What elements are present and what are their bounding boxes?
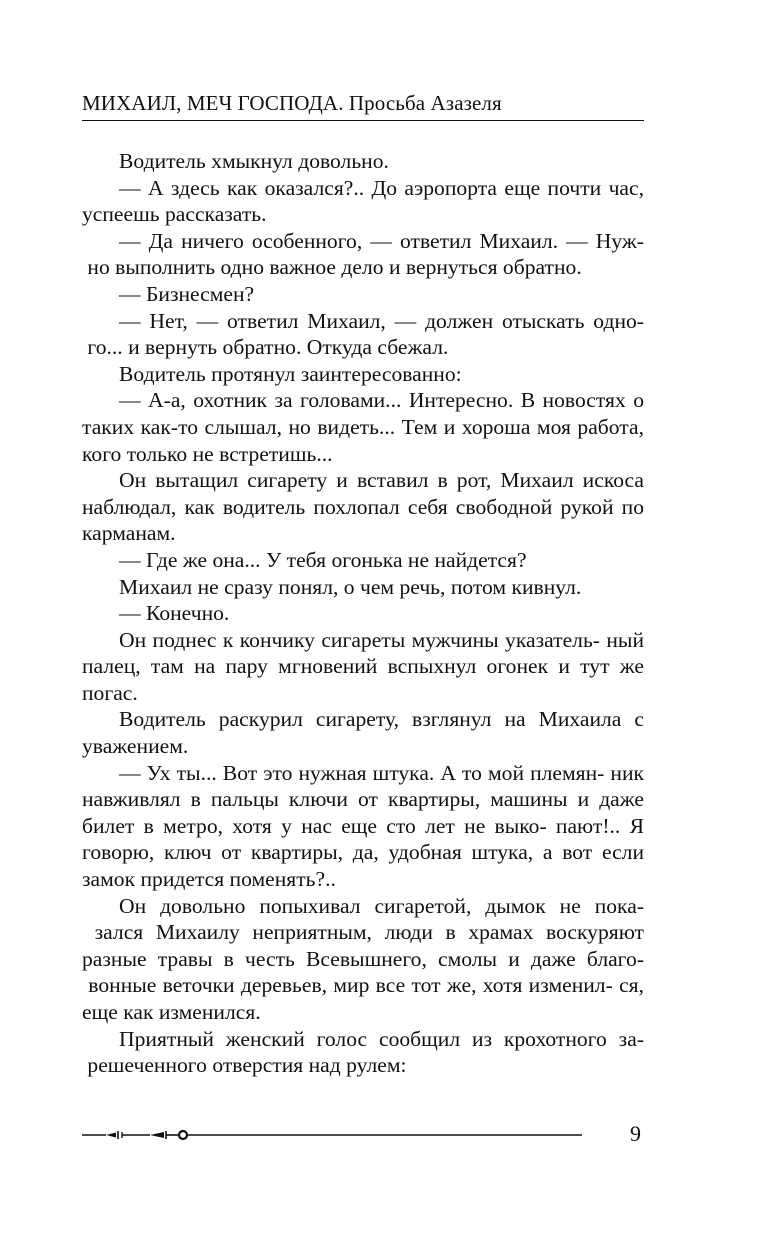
paragraph-12: Он поднес к кончику сигареты мужчины указатель- ный палец, там на пару мгновений вспыхнул огонек и тут же погас.	[82, 627, 644, 705]
paragraph-3: — Да ничего особенного, — ответил Михаил. — Нуж- но выполнить одно важное дело и вернуться обратно.	[82, 228, 644, 280]
paragraph-8: Он вытащил сигарету и вставил в рот, Михаил искоса наблюдал, как водитель похлопал себя свободной рукой по карманам.	[82, 468, 644, 546]
page-text	[82, 148, 644, 1079]
paragraph-7: — А-а, охотник за головами... Интересно. В новостях о таких как-то слышал, но видеть... Тем и хороша моя работа, кого только не встретишь...	[82, 388, 644, 466]
paragraph-13: Водитель раскурил сигарету, взглянул на Михаила с уважением.	[82, 707, 644, 759]
page-number: 9	[630, 1121, 641, 1146]
paragraph-6: Водитель протянул заинтересованно:	[119, 361, 462, 386]
paragraph-9: — Где же она... У тебя огонька не найдется?	[119, 547, 527, 572]
paragraph-10: Михаил не сразу понял, о чем речь, потом кивнул.	[119, 574, 582, 599]
paragraph-14: — Ух ты... Вот это нужная штука. А то мой племян- ник навживлял в пальцы ключи от квартиры, машины и даже билет в метро, хотя у нас еще сто лет не выко- пают!.. Я говорю, ключ от квартиры, да, удобная штука, а вот если замок придется поменять?..	[82, 760, 644, 892]
paragraph-11: — Конечно.	[119, 601, 230, 626]
paragraph-4: — Бизнесмен?	[119, 281, 255, 306]
paragraph-5: — Нет, — ответил Михаил, — должен отыскать одно- го... и вернуть обратно. Откуда сбежал.	[82, 308, 644, 360]
paragraph-1: Водитель хмыкнул довольно.	[119, 149, 389, 173]
paragraph-16: Приятный женский голос сообщил из крохотного за- решеченного отверстия над рулем:	[82, 1026, 644, 1078]
running-title: МИХАИЛ, МЕЧ ГОСПОДА. Просьба Азазеля	[82, 91, 502, 115]
footer-ornament	[82, 1126, 582, 1144]
paragraph-2: — А здесь как оказался?.. До аэропорта еще почти час, успеешь рассказать.	[82, 175, 644, 227]
header-rule	[82, 120, 644, 121]
paragraph-15: Он довольно попыхивал сигаретой, дымок не пока- зался Михаилу неприятным, люди в храмах воскуряют разные травы в честь Всевышнего, смолы и даже благо- вонные веточки деревьев, мир все тот же, хотя изменил- ся, еще как изменился.	[82, 893, 644, 1024]
